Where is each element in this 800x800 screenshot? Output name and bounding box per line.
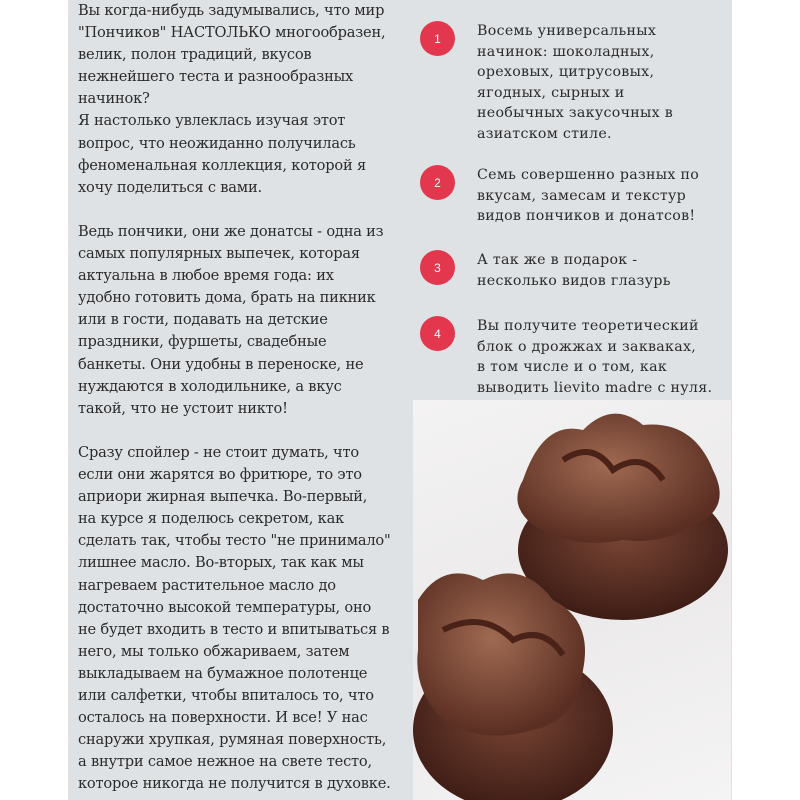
- paragraph-intro: [78, 0, 385, 199]
- number-badge: 4: [420, 316, 455, 351]
- feature-line: азиатском стиле.: [477, 125, 612, 142]
- text-line: начинок?: [78, 90, 150, 108]
- feature-line: необычных закусочных в: [477, 105, 673, 122]
- text-line: Вы когда-нибудь задумывались, что мир: [78, 2, 385, 19]
- paragraph-donuts: [78, 221, 383, 420]
- text-line: банкеты. Они удобны в переноске, не: [78, 355, 364, 373]
- text-line: снаружи хрупкая, румяная поверхность,: [78, 731, 387, 749]
- feature-line: Восемь универсальных: [477, 23, 657, 39]
- text-line: а внутри самое нежное на свете тесто,: [78, 753, 372, 771]
- feature-line: ореховых, цитрусовых,: [477, 64, 655, 81]
- feature-line: ягодных, сырных и: [477, 84, 625, 101]
- text-line: самых популярных выпечек, которая: [78, 245, 360, 263]
- text-line: Я настолько увлеклась изучая этот: [78, 112, 346, 130]
- text-line: достаточно высокой температуры, оно: [78, 598, 372, 616]
- feature-line: вкусам, замесам и текстур: [477, 187, 687, 204]
- text-line: актуальна в любое время года: их: [78, 267, 334, 285]
- text-line: или салфетки, чтобы впиталось то, что: [78, 687, 374, 705]
- feature-line: несколько видов глазурь: [477, 272, 671, 289]
- feature-line: Семь совершенно разных по: [477, 167, 700, 183]
- feature-text: [477, 165, 699, 227]
- chocolate-donuts-photo: [413, 400, 731, 800]
- text-line: выкладываем на бумажное полотенце: [78, 664, 368, 682]
- text-line: нуждаются в холодильнике, а вкус: [78, 377, 342, 395]
- text-line: лишнее масло. Во-вторых, так как мы: [78, 554, 364, 572]
- feature-line: блок о дрожжах и закваках,: [477, 338, 697, 355]
- text-line: если они жарятся во фритюре, то это: [78, 466, 362, 484]
- text-line: вопрос, что неожиданно получилась: [78, 134, 356, 152]
- text-line: него, мы только обжариваем, затем: [78, 642, 350, 660]
- feature-line: видов пончиков и донатсов!: [477, 208, 696, 225]
- feature-text: [477, 21, 673, 145]
- number-badge: 1: [420, 21, 455, 56]
- text-line: осталось на поверхности. И все! У нас: [78, 709, 368, 727]
- text-line: "Пончиков" НАСТОЛЬКО многообразен,: [78, 24, 386, 42]
- number-badge: 2: [420, 165, 455, 200]
- feature-line: в том числе и о том, как: [477, 359, 667, 376]
- paragraph-spoiler: [78, 442, 391, 796]
- text-line: нежнейшего теста и разнообразных: [78, 68, 354, 86]
- feature-text: [477, 316, 712, 398]
- text-line: Сразу спойлер - не стоит думать, что: [78, 444, 359, 461]
- text-line: Ведь пончики, они же донатсы - одна из: [78, 223, 384, 240]
- text-line: на курсе я поделюсь секретом, как: [78, 510, 345, 528]
- text-line: феноменальная коллекция, которой я: [78, 156, 366, 174]
- text-line: велик, полон традиций, вкусов: [78, 46, 312, 64]
- feature-text: [477, 250, 671, 291]
- text-line: удобно готовить дома, брать на пикник: [78, 289, 376, 307]
- text-line: нагреваем растительное масло до: [78, 576, 336, 594]
- feature-line: выводить lievito madre с нуля.: [477, 379, 713, 396]
- text-line: такой, что не устоит никто!: [78, 399, 288, 417]
- feature-line: А так же в подарок -: [477, 252, 638, 268]
- text-line: или в гости, подавать на детские: [78, 311, 328, 329]
- number-badge: 3: [420, 250, 455, 285]
- text-line: праздники, фуршеты, свадебные: [78, 333, 327, 351]
- text-line: сделать так, чтобы тесто "не принимало": [78, 532, 391, 550]
- text-line: не будет входить в тесто и впитываться в: [78, 620, 390, 638]
- text-line: априори жирная выпечка. Во-первый,: [78, 488, 368, 506]
- feature-line: Вы получите теоретический: [477, 318, 699, 334]
- text-line: хочу поделиться с вами.: [78, 178, 262, 196]
- feature-line: начинок: шоколадных,: [477, 43, 655, 60]
- donuts-illustration: [413, 400, 731, 800]
- text-line: которое никогда не получится в духовке.: [78, 775, 391, 793]
